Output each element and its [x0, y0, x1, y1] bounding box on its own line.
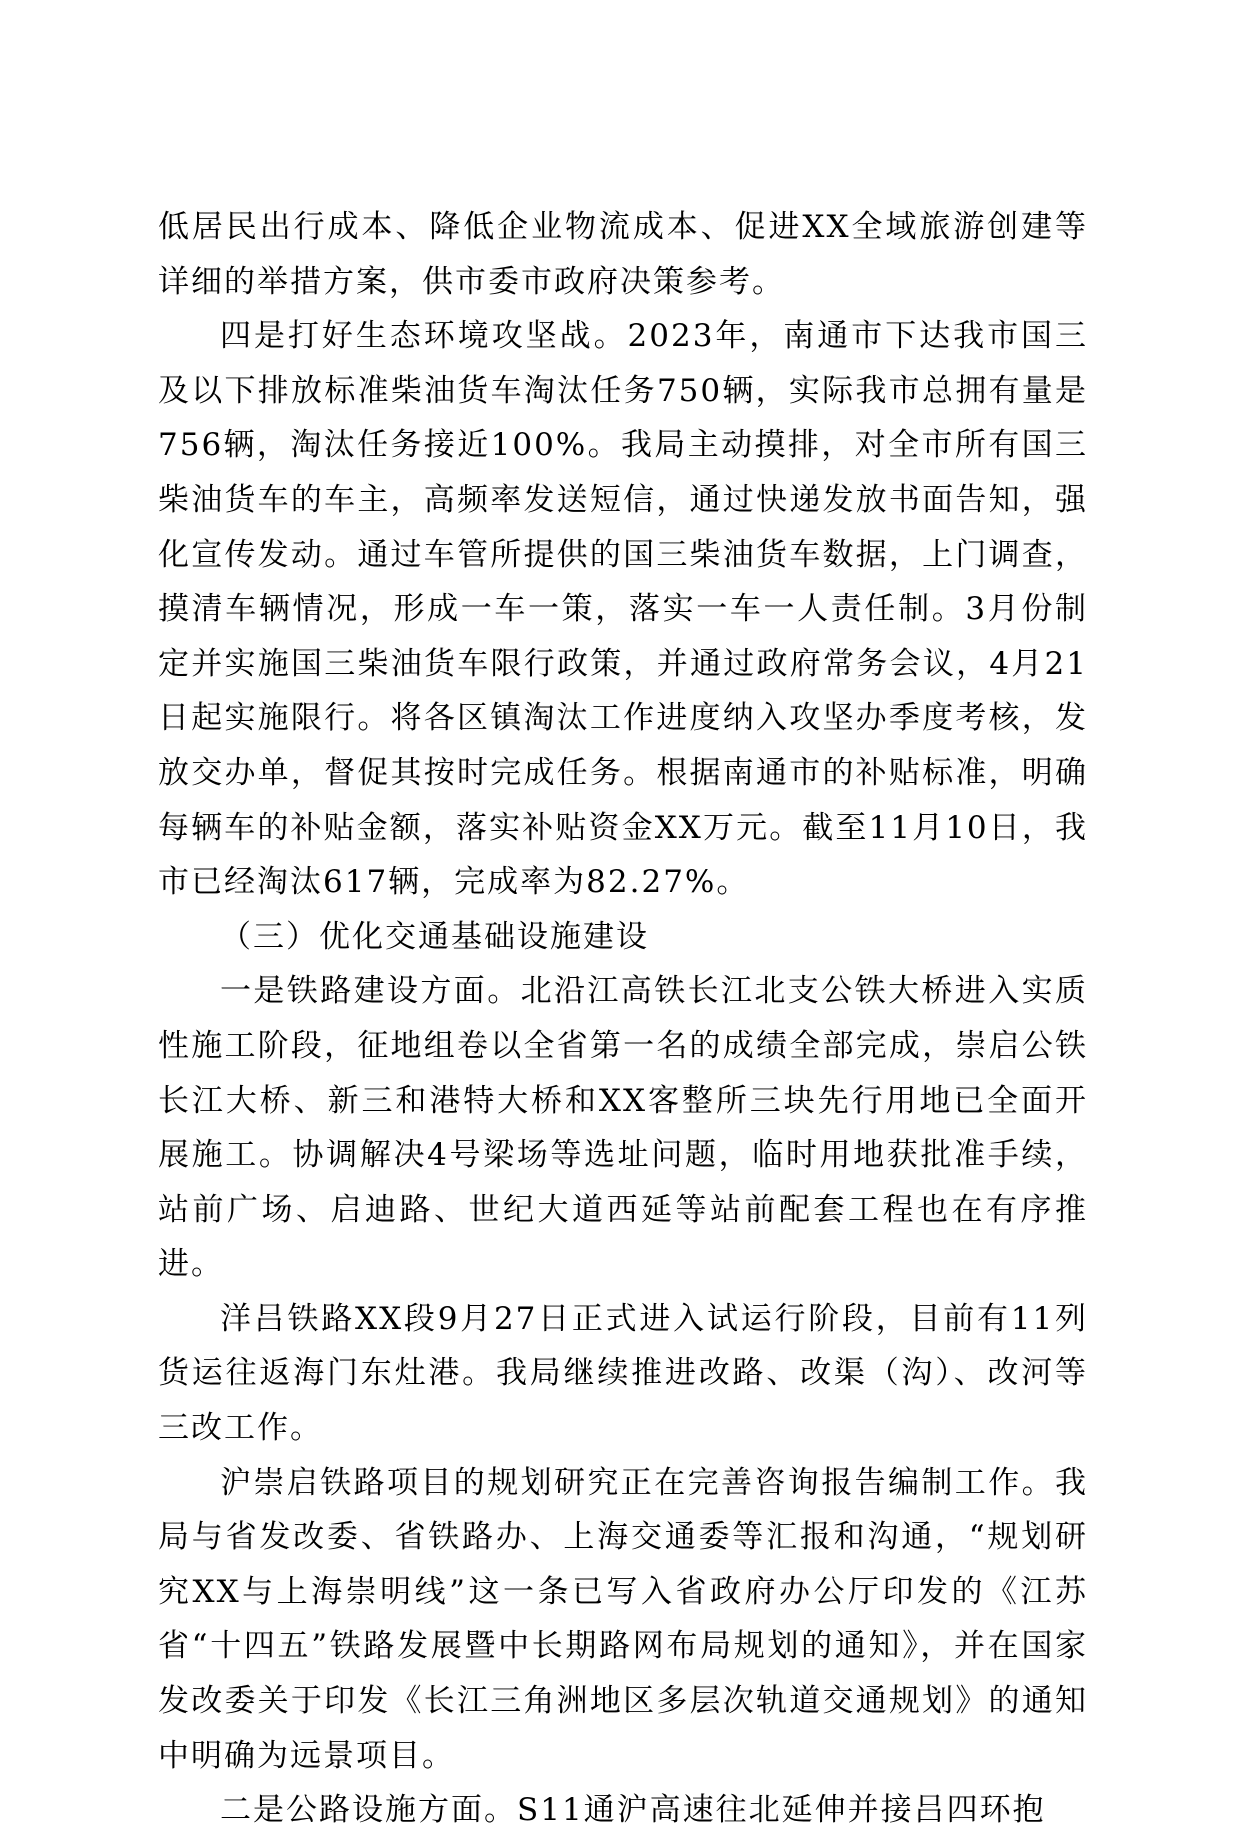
paragraph-ecology-battle: 四是打好生态环境攻坚战。2023年，南通市下达我市国三及以下排放标准柴油货车淘汰任务750辆，实际我市总拥有量是756辆，淘汰任务接近100%。我局主动摸排，对全市所有国三柴油货车的车主，高频率发送短信，通过快递发放书面告知，强化宣传发动。通过车管所提供的国三柴油货车数据，上门调查，摸清车辆情况，形成一车一策，落实一车一人责任制。3月份制定并实施国三柴油货车限行政策，并通过政府常务会议，4月21日起实施限行。将各区镇淘汰工作进度纳入攻坚办季度考核，发放交办单，督促其按时完成任务。根据南通市的补贴标准，明确每辆车的补贴金额，落实补贴资金XX万元。截至11月10日，我市已经淘汰617辆，完成率为82.27%。 [158, 318, 1088, 901]
document-body [158, 200, 1088, 1838]
paragraph-highway-facilities: 二是公路设施方面。S11通沪高速往北延伸并接吕四环抱 [220, 1792, 1046, 1829]
paragraph-huchongqi-railway: 沪崇启铁路项目的规划研究正在完善咨询报告编制工作。我局与省发改委、省铁路办、上海交通委等汇报和沟通，“规划研究XX与上海崇明线”这一条已写入省政府办公厅印发的《江苏省“十四五”铁路发展暨中长期路网布局规划的通知》，并在国家发改委关于印发《长江三角洲地区多层次轨道交通规划》的通知中明确为远景项目。 [158, 1464, 1088, 1774]
paragraph-continuation: 低居民出行成本、降低企业物流成本、促进XX全域旅游创建等详细的举措方案，供市委市政府决策参考。 [158, 209, 1088, 300]
paragraph-yanglv-railway: 洋吕铁路XX段9月27日正式进入试运行阶段，目前有11列货运往返海门东灶港。我局继续推进改路、改渠（沟）、改河等三改工作。 [158, 1300, 1088, 1447]
section-heading-infrastructure: （三）优化交通基础设施建设 [220, 918, 649, 955]
paragraph-railway-construction: 一是铁路建设方面。北沿江高铁长江北支公铁大桥进入实质性施工阶段，征地组卷以全省第一名的成绩全部完成，崇启公铁长江大桥、新三和港特大桥和XX客整所三块先行用地已全面开展施工。协调解决4号梁场等选址问题，临时用地获批准手续，站前广场、启迪路、世纪大道西延等站前配套工程也在有序推进。 [158, 973, 1088, 1283]
